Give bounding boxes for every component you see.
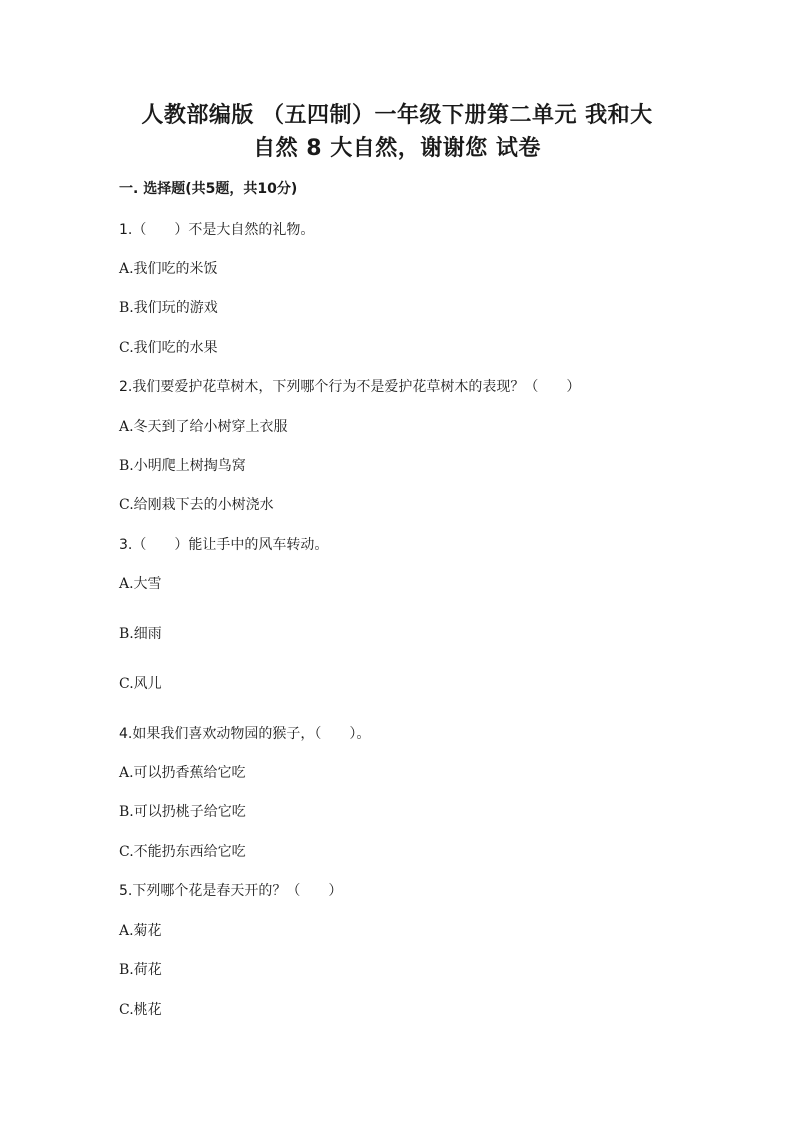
question-4-option-c: C.不能扔东西给它吃 <box>119 844 246 860</box>
question-3-option-c: C.风儿 <box>119 676 162 692</box>
question-5-option-a: A.菊花 <box>119 923 162 939</box>
question-1-option-a: A.我们吃的米饭 <box>119 261 218 277</box>
question-3-stem: 3.（ ）能让手中的风车转动。 <box>119 537 329 553</box>
page-title-line-2: 自然 8 大自然，谢谢您 试卷 <box>253 136 541 161</box>
question-2-stem: 2.我们要爱护花草树木，下列哪个行为不是爱护花草树木的表现？（ ） <box>119 379 581 395</box>
question-4-stem: 4.如果我们喜欢动物园的猴子，（ ）。 <box>119 726 371 742</box>
question-1-option-c: C.我们吃的水果 <box>119 340 218 356</box>
question-3-option-b: B.细雨 <box>119 626 162 642</box>
section-heading: 一. 选择题(共5题，共10分) <box>119 181 298 197</box>
question-5-option-c: C.桃花 <box>119 1002 162 1018</box>
question-2-option-b: B.小明爬上树掏鸟窝 <box>119 458 246 474</box>
question-4-option-b: B.可以扔桃子给它吃 <box>119 804 246 820</box>
question-1-stem: 1.（ ）不是大自然的礼物。 <box>119 222 315 238</box>
question-1-option-b: B.我们玩的游戏 <box>119 300 218 316</box>
question-2-option-a: A.冬天到了给小树穿上衣服 <box>119 419 288 435</box>
question-5-option-b: B.荷花 <box>119 962 162 978</box>
question-3-option-a: A.大雪 <box>119 576 162 592</box>
question-4-option-a: A.可以扔香蕉给它吃 <box>119 765 246 781</box>
question-2-option-c: C.给刚栽下去的小树浇水 <box>119 497 274 513</box>
page-title-line-1: 人教部编版 （五四制）一年级下册第二单元 我和大 <box>141 103 653 128</box>
question-5-stem: 5.下列哪个花是春天开的？（ ） <box>119 883 343 899</box>
